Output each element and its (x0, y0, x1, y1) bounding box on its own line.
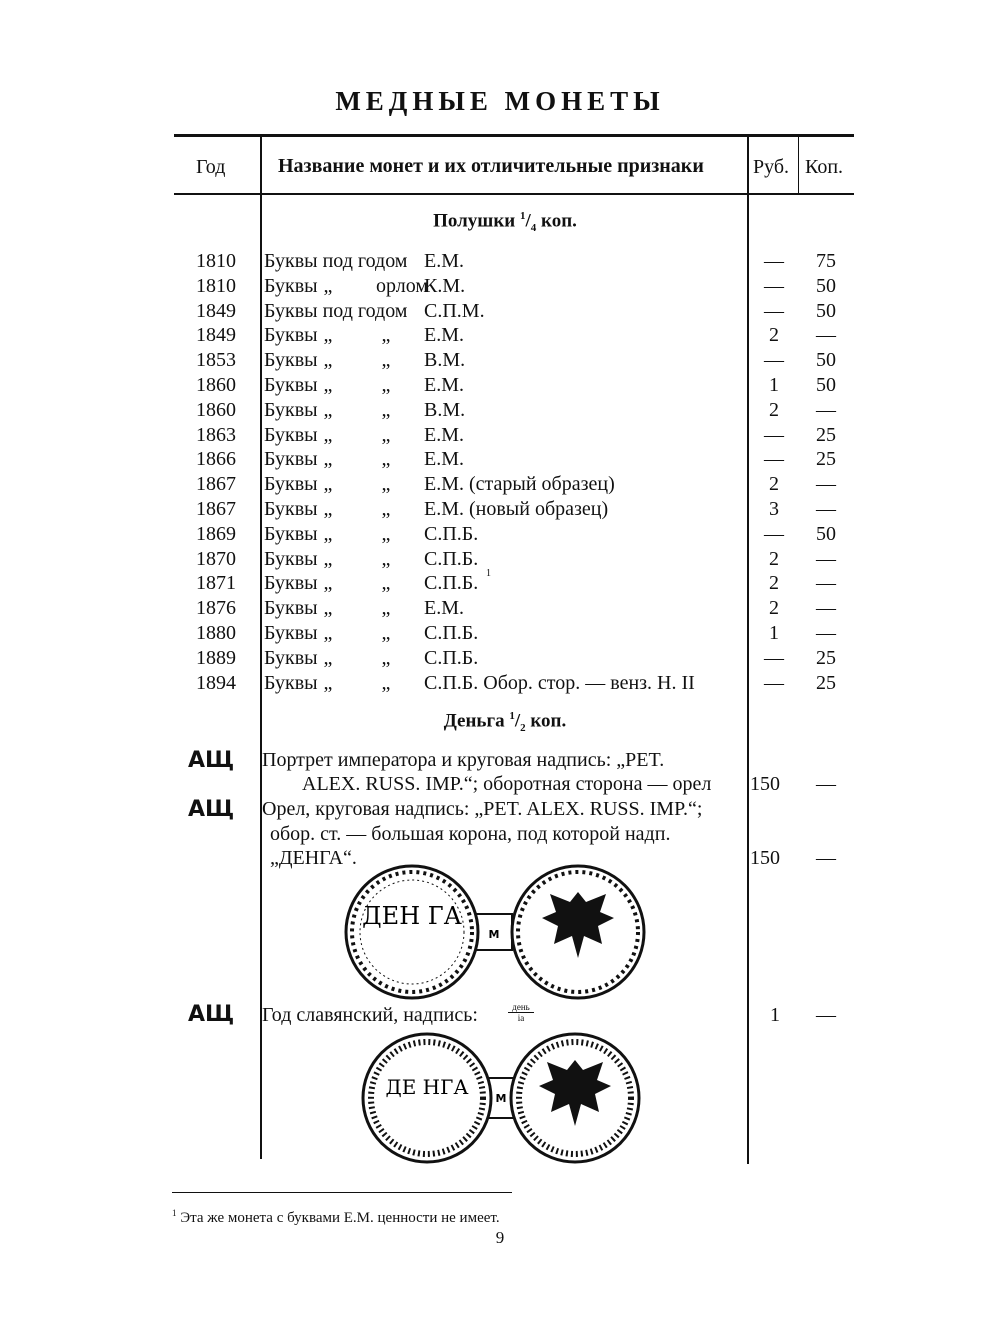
value-kop: — (816, 398, 836, 421)
value-rub: 1 (770, 1004, 780, 1026)
ditto-mark: „ (323, 622, 333, 644)
ditto-mark: „ (323, 597, 333, 620)
name-cell-letters: Буквы (264, 522, 318, 545)
value-rub: — (764, 349, 784, 372)
value-kop: 75 (816, 250, 836, 272)
value-kop: — (816, 498, 836, 520)
ditto-mark: „ (381, 473, 391, 496)
table-row (0, 399, 1000, 423)
name-cell-letters: Буквы (264, 498, 318, 520)
value-rub: 2 (769, 597, 779, 620)
mint-letters-cell: Е.М. (424, 374, 464, 396)
mint-mark: М (495, 1092, 507, 1105)
header-year: Год (196, 156, 226, 178)
table-row (0, 300, 1000, 324)
mint-letters-cell: С.П.Б. (424, 622, 479, 644)
slavonic-year: АЩ (188, 1002, 235, 1027)
value-rub: 2 (769, 398, 779, 421)
ditto-mark: „ (381, 646, 391, 669)
ditto-mark: „ (381, 448, 391, 471)
year-cell: 1867 (196, 498, 236, 520)
year-cell: 1871 (196, 572, 236, 595)
ditto-mark: „ (323, 374, 333, 396)
section-unit: коп. (541, 210, 577, 232)
mint-letters-cell: К.М. (424, 274, 466, 297)
year-cell: 1860 (196, 374, 236, 396)
name-cell-letters: Буквы (264, 572, 318, 595)
header-rub: Руб. (753, 156, 790, 178)
mint-letters-cell: Е.М. (новый образец) (424, 498, 609, 520)
ditto-mark: „ (381, 423, 391, 446)
value-kop: — (816, 847, 836, 869)
ditto-mark: „ (323, 522, 333, 545)
footnote-text: Эта же монета с буквами Е.М. ценности не имеет. (180, 1210, 500, 1226)
year-cell: 1810 (196, 250, 236, 272)
value-rub: 2 (769, 473, 779, 496)
value-kop: 50 (816, 299, 836, 322)
table-row (0, 275, 1000, 299)
value-rub: — (764, 250, 784, 272)
year-cell: 1860 (196, 398, 236, 421)
value-rub: — (764, 522, 784, 545)
value-kop: 25 (816, 671, 836, 694)
value-kop: — (816, 622, 836, 644)
value-rub: — (764, 671, 784, 694)
ditto-mark: „ (381, 324, 391, 347)
name-cell-letters: Буквы (264, 597, 318, 620)
table-row (0, 523, 1000, 547)
section-title-denga: Деньга $^1/_2$ коп. (443, 710, 567, 735)
footnote-ref: 1 (486, 568, 491, 580)
table-top-rule (174, 134, 854, 137)
year-cell: 1870 (196, 547, 236, 570)
value-kop: — (816, 473, 836, 496)
table-row (0, 424, 1000, 448)
ditto-mark: „ (381, 622, 391, 644)
fraction-denominator: іа (517, 1013, 525, 1023)
table-header-rule (174, 193, 854, 195)
coin-obverse-text: ДЕ НГА (385, 1075, 469, 1099)
mint-letters-cell: Е.М. (424, 448, 464, 471)
ditto-mark: „ (323, 324, 333, 347)
name-cell-letters: Буквы (264, 349, 318, 372)
name-cell-letters: Буквы (264, 547, 318, 570)
name-cell-letters: Буквы (264, 324, 318, 347)
entry-line: Портрет императора и круговая надпись: „PET. (262, 749, 665, 771)
name-cell-letters: Буквы (264, 398, 318, 421)
section-title-text: Полушки (433, 210, 516, 232)
ditto-mark: „ (381, 597, 391, 620)
ditto-mark: „ (381, 398, 391, 421)
ditto-mark: „ (381, 572, 391, 595)
name-cell-letters: Буквы (264, 274, 318, 297)
header-kop: Коп. (805, 156, 844, 178)
entry-line: ALEX. RUSS. IMP.“; оборотная сторона — орел (302, 773, 712, 795)
ditto-mark: „ (323, 671, 333, 694)
footnote-marker: 1 (172, 1208, 177, 1218)
name-cell-letters: Буквы под годом (264, 299, 408, 322)
slavonic-year: АЩ (188, 748, 235, 773)
column-divider-rub-header (798, 137, 799, 195)
mint-letters-cell: Е.М. (424, 423, 464, 446)
value-rub: — (764, 448, 784, 471)
section-title-text: Деньга (443, 710, 505, 732)
entry-line: Орел, круговая надпись: „PET. ALEX. RUSS. IMP.“; (262, 798, 703, 820)
table-row (0, 672, 1000, 696)
coin-obverse-text: ДЕН ГА (362, 902, 462, 930)
ditto-mark: „ (381, 498, 391, 520)
table-row (0, 448, 1000, 472)
page-number: 9 (495, 1228, 505, 1247)
value-kop: — (816, 773, 836, 795)
coin-image-1 (334, 862, 646, 1002)
year-cell: 1863 (196, 423, 236, 446)
year-cell: 1867 (196, 473, 236, 496)
year-cell: 1889 (196, 646, 236, 669)
value-kop: 50 (816, 374, 836, 396)
entry-line: „ДЕНГА“. (270, 847, 357, 869)
value-rub: 2 (769, 547, 779, 570)
table-row (0, 324, 1000, 348)
value-kop: — (816, 597, 836, 620)
year-cell: 1849 (196, 299, 236, 322)
ditto-mark: орлом (376, 274, 428, 297)
coin-image-2 (355, 1030, 645, 1166)
name-cell-letters: Буквы (264, 646, 318, 669)
mint-letters-cell: С.П.Б. (424, 522, 479, 545)
mint-letters-cell: В.М. (424, 398, 466, 421)
table-row (0, 622, 1000, 646)
value-rub: 150 (750, 773, 780, 795)
ditto-mark: „ (381, 374, 391, 396)
ditto-mark: „ (323, 473, 333, 496)
mint-letters-cell: В.М. (424, 349, 466, 372)
name-cell-letters: Буквы (264, 671, 318, 694)
table-row (0, 374, 1000, 398)
mint-letters-cell: С.П.Б. (424, 646, 479, 669)
fraction-denominator: 4 (530, 222, 537, 235)
name-cell-letters: Буквы (264, 448, 318, 471)
fraction-numerator: день (508, 1002, 534, 1013)
value-kop: 25 (816, 646, 836, 669)
value-kop: — (816, 1004, 836, 1026)
value-kop: 25 (816, 423, 836, 446)
ditto-mark: „ (323, 423, 333, 446)
ditto-mark: „ (323, 349, 333, 372)
ditto-mark: „ (323, 572, 333, 595)
value-kop: 50 (816, 522, 836, 545)
value-rub: — (764, 646, 784, 669)
mint-letters-cell: С.П.Б. (424, 572, 479, 595)
year-cell: 1876 (196, 597, 236, 620)
ditto-mark: „ (323, 547, 333, 570)
mint-letters-cell: С.П.Б. Обор. стор. — венз. Н. II (424, 671, 695, 694)
ditto-mark: „ (323, 274, 333, 297)
mint-letters-cell: С.П.Б. (424, 547, 479, 570)
slavonic-fraction (508, 1002, 534, 1023)
value-rub: — (764, 299, 784, 322)
ditto-mark: „ (323, 448, 333, 471)
name-cell-letters: Буквы под годом (264, 250, 408, 272)
ditto-mark: „ (323, 498, 333, 520)
value-rub: 150 (750, 847, 780, 869)
value-rub: 3 (769, 498, 779, 520)
year-cell: 1853 (196, 349, 236, 372)
value-kop: — (816, 547, 836, 570)
section-unit: коп. (530, 710, 567, 732)
value-kop: 25 (816, 448, 836, 471)
slavonic-year: АЩ (188, 797, 235, 822)
mint-mark: М (488, 928, 500, 941)
fraction-numerator: 1 (519, 210, 526, 222)
header-name: Название монет и их отличительные признаки (278, 155, 704, 177)
name-cell-letters: Буквы (264, 473, 318, 496)
year-cell: 1880 (196, 622, 236, 644)
page-title: МЕДНЫЕ МОНЕТЫ (335, 86, 665, 116)
mint-letters-cell: Е.М. (424, 597, 464, 620)
ditto-mark: „ (381, 671, 391, 694)
year-cell: 1869 (196, 522, 236, 545)
table-row (0, 568, 1000, 596)
year-cell: 1894 (196, 671, 236, 694)
value-kop: 50 (816, 274, 836, 297)
footnote (172, 1208, 500, 1227)
name-cell-letters: Буквы (264, 374, 318, 396)
ditto-mark: „ (381, 547, 391, 570)
value-rub: 2 (769, 572, 779, 595)
ditto-mark: „ (381, 349, 391, 372)
table-row (0, 473, 1000, 497)
name-cell-letters: Буквы (264, 423, 318, 446)
ditto-mark: „ (323, 646, 333, 669)
entry-line: обор. ст. — большая корона, под которой надп. (270, 823, 671, 845)
name-cell-letters: Буквы (264, 622, 318, 644)
table-row (0, 647, 1000, 671)
value-rub: 1 (769, 622, 779, 644)
value-rub: 2 (769, 324, 779, 347)
year-cell: 1849 (196, 324, 236, 347)
mint-letters-cell: Е.М. (424, 324, 464, 347)
table-row (0, 597, 1000, 621)
value-rub: 1 (769, 374, 779, 396)
table-row (0, 548, 1000, 572)
section-title-polushki: Полушки $^1/_4$ коп. (433, 210, 577, 235)
table-row (0, 250, 1000, 274)
table-row (0, 349, 1000, 373)
mint-letters-cell: Е.М. (424, 250, 464, 272)
value-rub: — (764, 274, 784, 297)
value-kop: — (816, 572, 836, 595)
year-cell: 1866 (196, 448, 236, 471)
footnote-rule (172, 1192, 512, 1193)
value-kop: 50 (816, 349, 836, 372)
mint-letters-cell: С.П.М. (424, 299, 485, 322)
year-cell: 1810 (196, 274, 236, 297)
table-row (0, 498, 1000, 522)
ditto-mark: „ (323, 398, 333, 421)
ditto-mark: „ (381, 522, 391, 545)
value-kop: — (816, 324, 836, 347)
fraction-numerator: 1 (509, 710, 515, 722)
fraction-denominator: 2 (520, 722, 526, 735)
mint-letters-cell: Е.М. (старый образец) (424, 473, 615, 496)
value-rub: — (764, 423, 784, 446)
entry-line: Год славянский, надпись: (262, 1004, 478, 1026)
